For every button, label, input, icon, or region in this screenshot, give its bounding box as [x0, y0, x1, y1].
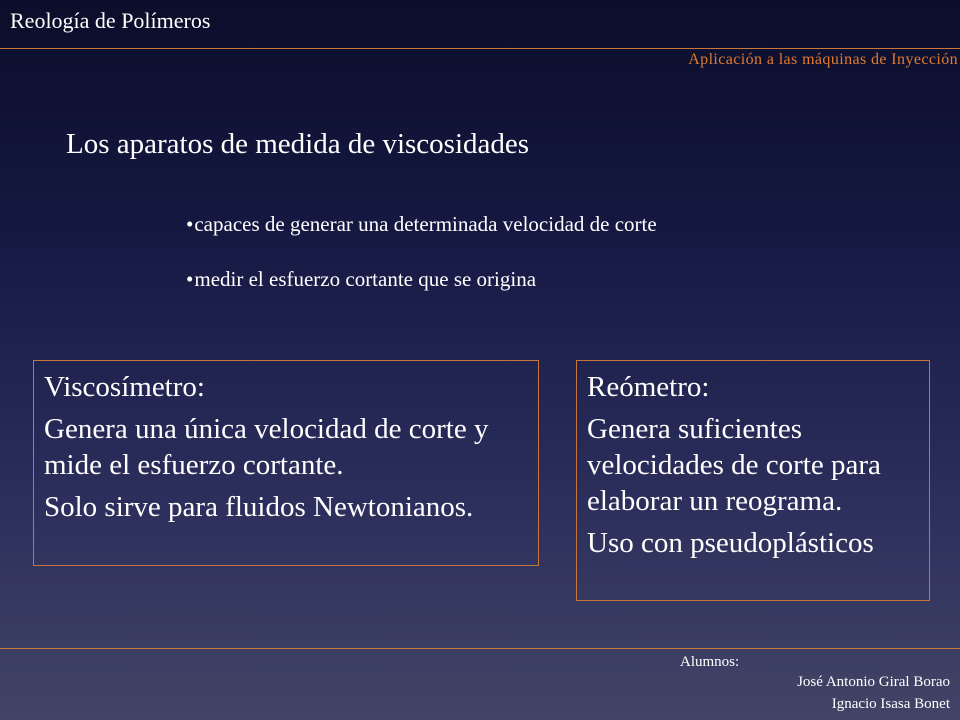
header-title: Reología de Polímeros — [10, 8, 211, 33]
bullet-item — [186, 212, 657, 237]
viscosimetro-title: Viscosímetro: — [44, 371, 205, 403]
reometro-title: Reómetro: — [587, 371, 710, 403]
footer-divider — [0, 648, 960, 649]
slide-heading: Los aparatos de medida de viscosidades — [66, 128, 530, 160]
reometro-description: Genera suficientes velocidades de corte para elaborar un reograma. — [587, 413, 881, 517]
header-subtitle: Aplicación a las máquinas de Inyección — [688, 51, 958, 68]
footer-students-label: Alumnos: — [680, 654, 740, 670]
viscosimetro-description: Genera una única velocidad de corte y mide el esfuerzo cortante. — [44, 413, 489, 481]
bullet-text: medir el esfuerzo cortante que se origina — [194, 267, 537, 291]
header-divider — [0, 48, 960, 49]
footer-student-name: José Antonio Giral Borao — [797, 674, 950, 690]
bullet-text: capaces de generar una determinada velocidad de corte — [194, 212, 657, 236]
bullet-item — [186, 267, 536, 292]
viscosimetro-box — [33, 360, 539, 566]
bullet-dot-icon: • — [186, 267, 194, 291]
reometro-box — [576, 360, 930, 601]
bullet-dot-icon: • — [186, 212, 194, 236]
footer-student-name: Ignacio Isasa Bonet — [831, 696, 950, 712]
viscosimetro-note: Solo sirve para fluidos Newtonianos. — [44, 491, 474, 523]
reometro-note: Uso con pseudoplásticos — [587, 527, 874, 559]
